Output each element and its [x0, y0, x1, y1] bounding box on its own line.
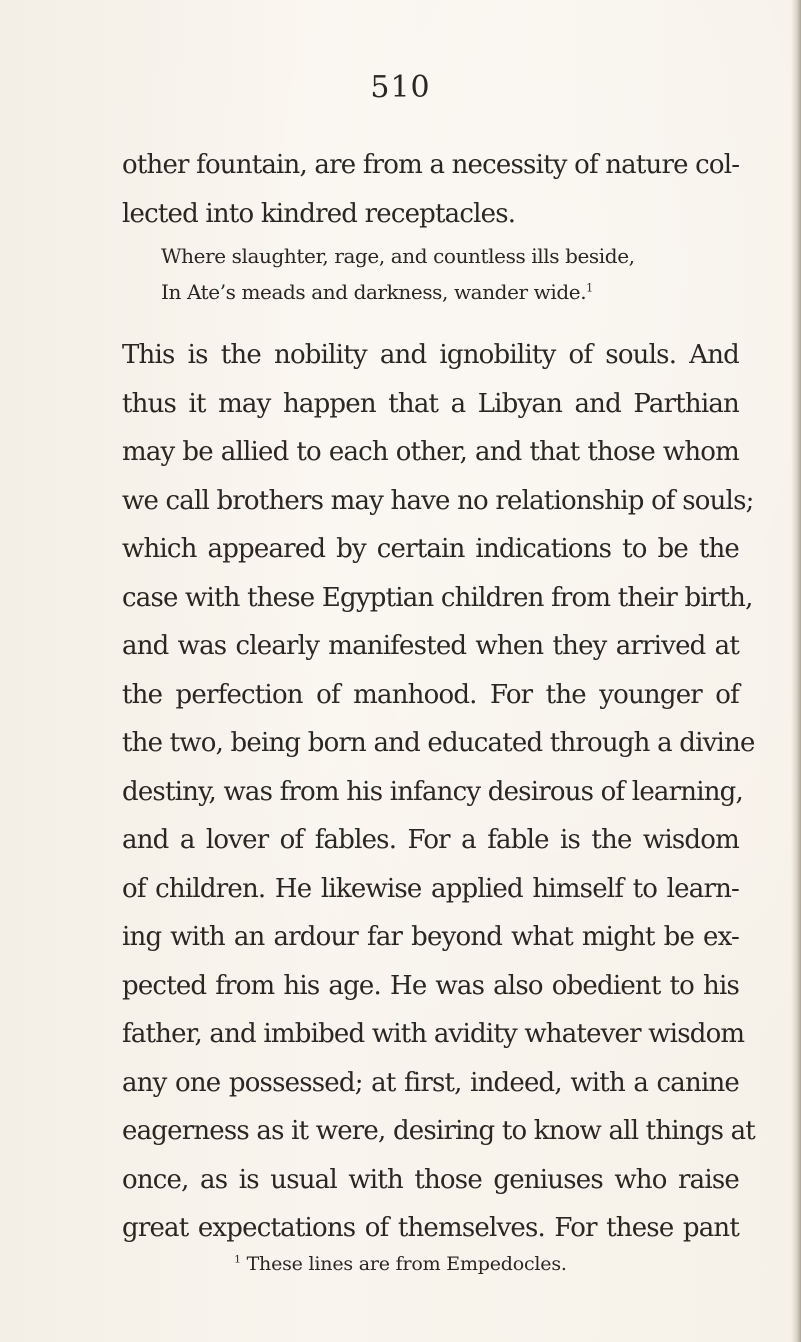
verse-line [161, 274, 635, 310]
text-line: other fountain, are from a necessity of nature col- [122, 150, 740, 180]
text-line: lected into kindred receptacles. [122, 198, 516, 229]
text-line: and a lover of fables. For a fable is the wisdom [122, 825, 739, 855]
footnote-marker: 1 [234, 1253, 241, 1266]
footnote [0, 1253, 801, 1275]
footnote-marker: 1 [586, 281, 593, 295]
footnote-text: These lines are from Empedocles. [246, 1253, 567, 1275]
text-line: thus it may happen that a Libyan and Parthian [122, 388, 739, 419]
text-line: once, as is usual with those geniuses who raise [122, 1164, 739, 1195]
text-line: the perfection of manhood. For the younger of [122, 679, 739, 710]
verse-line-text: In Ate’s meads and darkness, wander wide. [161, 280, 587, 304]
text-line: the two, being born and educated through a divine [122, 728, 755, 758]
text-line: we call brothers may have no relationship of souls; [122, 485, 754, 516]
page-edge-shadow [791, 0, 801, 1342]
text-line: and was clearly manifested when they arrived at [122, 631, 739, 661]
page-number: 510 [370, 70, 431, 105]
paragraph-main [122, 331, 755, 1253]
text-line: destiny, was from his infancy desirous of learning, [122, 776, 743, 807]
text-line: eagerness as it were, desiring to know all things at [122, 1116, 755, 1146]
text-line: great expectations of themselves. For these pant [122, 1213, 739, 1243]
text-line: case with these Egyptian children from their birth, [122, 582, 753, 613]
text-line: pected from his age. He was also obedient to his [122, 970, 739, 1001]
text-line: father, and imbibed with avidity whatever wisdom [122, 1019, 745, 1049]
text-line: This is the nobility and ignobility of souls. And [122, 340, 739, 370]
text-line: of children. He likewise applied himself to learn- [122, 873, 739, 904]
text-line: may be allied to each other, and that those whom [122, 437, 739, 467]
text-line: any one possessed; at first, indeed, with a canine [122, 1067, 739, 1098]
text-line: which appeared by certain indications to be the [122, 534, 739, 564]
verse-quotation [161, 238, 635, 310]
text-line: ing with an ardour far beyond what might be ex- [122, 922, 739, 952]
paragraph-opening [122, 141, 739, 238]
verse-line: Where slaughter, rage, and countless ills beside, [161, 244, 635, 268]
